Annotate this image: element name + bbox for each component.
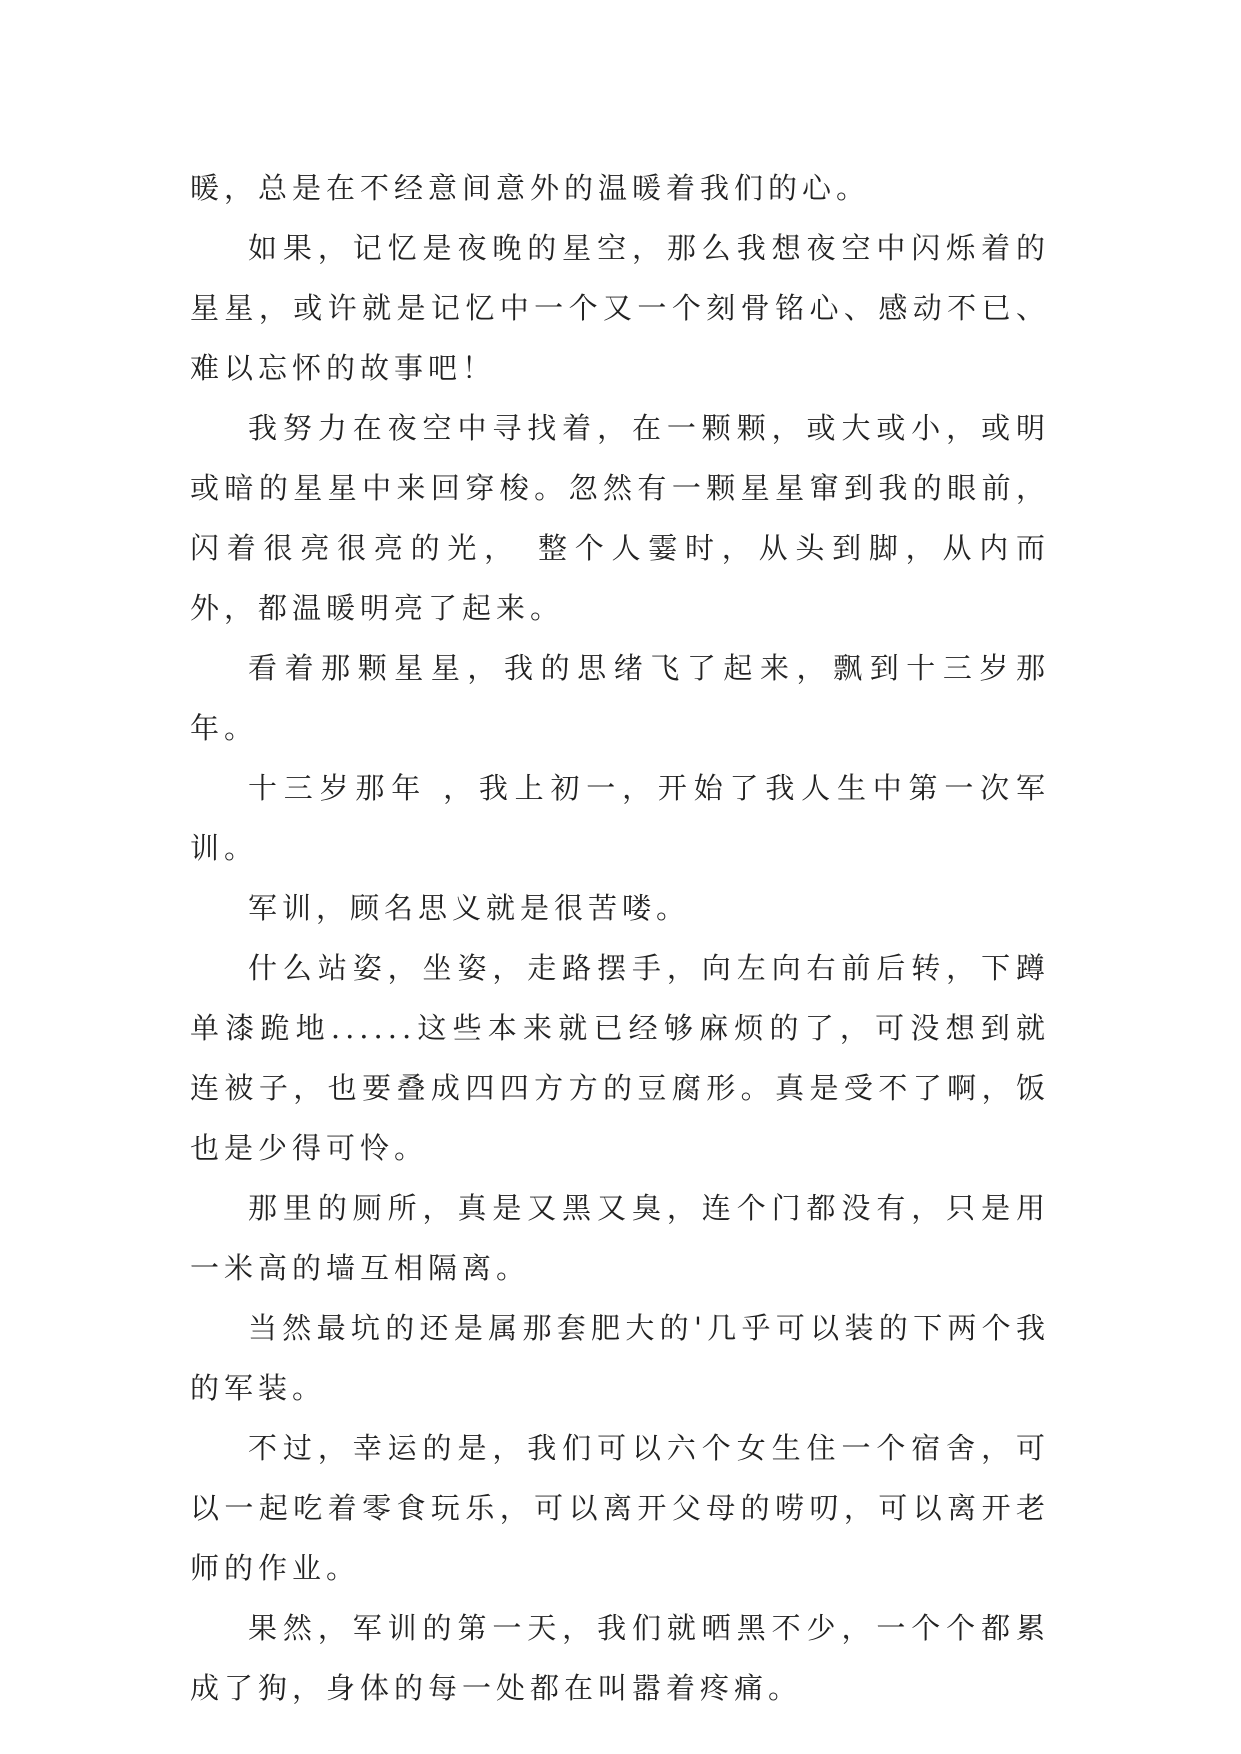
paragraph: 果然，军训的第一天，我们就晒黑不少，一个个都累成了狗，身体的每一处都在叫嚣着疼痛。 <box>190 1611 1050 1705</box>
paragraph: 那里的厕所，真是又黑又臭，连个门都没有，只是用一米高的墙互相隔离。 <box>190 1191 1050 1285</box>
paragraph: 暖，总是在不经意间意外的温暖着我们的心。 <box>190 171 871 205</box>
paragraph: 当然最坑的还是属那套肥大的'几乎可以装的下两个我的军装。 <box>190 1311 1050 1405</box>
document-body <box>190 158 1050 1718</box>
paragraph: 如果，记忆是夜晚的星空，那么我想夜空中闪烁着的星星，或许就是记忆中一个又一个刻骨铭心、感动不已、难以忘怀的故事吧！ <box>190 231 1050 385</box>
paragraph: 看着那颗星星，我的思绪飞了起来，飘到十三岁那年。 <box>190 651 1050 745</box>
paragraph: 我努力在夜空中寻找着，在一颗颗，或大或小，或明或暗的星星中来回穿梭。忽然有一颗星星窜到我的眼前，闪着很亮很亮的光， 整个人霎时，从头到脚，从内而外，都温暖明亮了起来。 <box>190 411 1050 625</box>
paragraph: 不过，幸运的是，我们可以六个女生住一个宿舍，可以一起吃着零食玩乐，可以离开父母的唠叨，可以离开老师的作业。 <box>190 1431 1050 1585</box>
paragraph: 什么站姿，坐姿，走路摆手，向左向右前后转，下蹲单漆跪地......这些本来就已经够麻烦的了，可没想到就连被子，也要叠成四四方方的豆腐形。真是受不了啊，饭也是少得可怜。 <box>190 951 1050 1165</box>
paragraph: 军训，顾名思义就是很苦喽。 <box>248 891 691 925</box>
paragraph: 十三岁那年 ，我上初一，开始了我人生中第一次军训。 <box>190 771 1050 865</box>
